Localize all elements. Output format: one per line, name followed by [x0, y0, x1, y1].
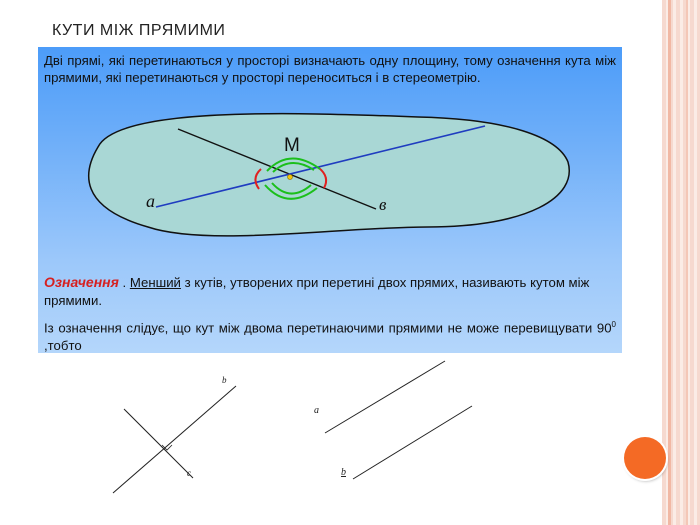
line-a-right — [325, 361, 445, 433]
consequence-text: Із означення слідує, що кут між двома перетинаючими прямими не може перевищувати 90 — [44, 320, 612, 336]
definition-word: Менший — [129, 275, 181, 290]
definition-sep: . — [118, 275, 130, 290]
label-b-right: b — [341, 467, 346, 478]
page-title: КУТИ МІЖ ПРЯМИМИ — [52, 22, 226, 39]
consequence-sup: 0 — [611, 320, 616, 329]
label-a-right: a — [314, 405, 319, 416]
label-b-left: b — [222, 375, 227, 385]
line-b-left — [113, 386, 236, 493]
intro-text: Дві прямі, які перетинаються у просторі визначають одну площину, тому означення кута між прямими, які перетинаються у просторі переноситься і в стереометрію. — [44, 53, 616, 85]
line-label-a: a — [146, 191, 155, 211]
accent-circle — [624, 437, 666, 479]
label-c-left: c — [187, 468, 191, 478]
definition-rest: з кутів, утворених при перетині двох прямих, називають кутом між прямими. — [44, 275, 590, 308]
line-label-b: в — [379, 195, 387, 214]
line-b-right — [353, 406, 472, 479]
consequence-tail: ,тобто — [44, 338, 82, 354]
definition-title: Означення — [44, 274, 119, 290]
point-label-m: M — [284, 135, 300, 156]
line-c-left — [124, 409, 193, 478]
